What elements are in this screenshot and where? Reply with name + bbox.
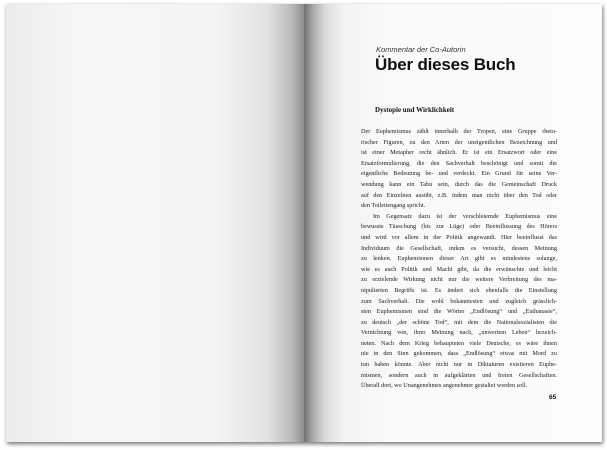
page-title: Über dieses Buch (375, 55, 516, 74)
text-line: eigentliche Bedeutung be- und verdeckt. Ein Grund für seine Ver- (361, 170, 557, 178)
text-line: nie in den Sinn gekommen, dass „Endlösung“ etwas mit Mord zu (361, 350, 557, 358)
body-text (361, 127, 557, 392)
text-line: sten Euphemismen sind die Wörter „Endlösung“ und „Euthanasie“, (361, 308, 557, 316)
text-line: Ersatzformulierung, die den Sachverhalt beschönigt und somit die (361, 159, 557, 167)
text-line: nipulierten Begriffs ist. Es ändert sich ebenfalls die Einstellung (361, 286, 557, 294)
text-line: zu erzielende Wirkung nicht nur die weitere Verbreitung des ma- (361, 276, 557, 284)
text-line: Vernichtung von, ihrer Meinung nach, „unwertem Leben“ bezeich- (361, 329, 557, 337)
text-line: zu deutsch „der schöne Tod“, mit dem die Nationalsozialisten die (361, 318, 557, 326)
text-line: zu lenken. Euphemismen dieser Art gibt es mindestens solange, (361, 255, 557, 263)
text-line: mismen, sondern auch in aufgeklärten und freien Gesellschaften. (361, 371, 557, 379)
text-line: bewusste Täuschung (bis zur Lüge) oder Beeinflussung des Hörers (361, 223, 557, 231)
text-line: und wird vor allem in der Politik angewandt. Hier beeinflusst das (361, 233, 557, 241)
text-line: wie es auch Politik und Macht gibt, da die erwünschte und leicht (361, 265, 557, 273)
text-line: Individuum die Gesellschaft, indem es versucht, dessen Meinung (361, 244, 557, 252)
text-line: tun haben könnte. Aber nicht nur in Diktaturen existieren Euphe- (361, 361, 557, 369)
text-line: ist einer Metapher recht ähnlich. Er ist ein Ersatzwort oder eine (361, 149, 557, 157)
section-heading: Dystopie und Wirklichkeit (375, 106, 455, 114)
text-line: Der Euphemismus zählt innerhalb der Tropen, eine Gruppe rheto- (361, 128, 557, 135)
text-line: zum Sachverhalt. Die wohl bekanntesten und zugleich grässlich- (361, 297, 557, 305)
text-line: wendung kann ein Tabu sein, durch das die Gemeinschaft Druck (361, 180, 557, 188)
chapter-kicker: Kommentar der Co-Autorin (376, 45, 466, 54)
text-line: neten. Nach dem Krieg behaupteten viele Deutsche, es wäre ihnen (361, 339, 557, 347)
left-page-blank (6, 4, 304, 442)
page-number: 65 (549, 394, 557, 401)
text-line: auf den Einzelnen ausübt, z.B. indem man nicht über den Tod oder (361, 191, 557, 199)
text-line: rischer Figuren, zu den Arten der uneigentlichen Bezeichnung und (361, 138, 557, 146)
text-line: den Toilettengang spricht. (361, 202, 426, 210)
text-line: Im Gegensatz dazu ist der verschleiernde Euphemismus eine (373, 212, 557, 220)
text-line: Überall dort, wo Unangenehmes angenehmer gestaltet werden soll. (361, 382, 528, 390)
